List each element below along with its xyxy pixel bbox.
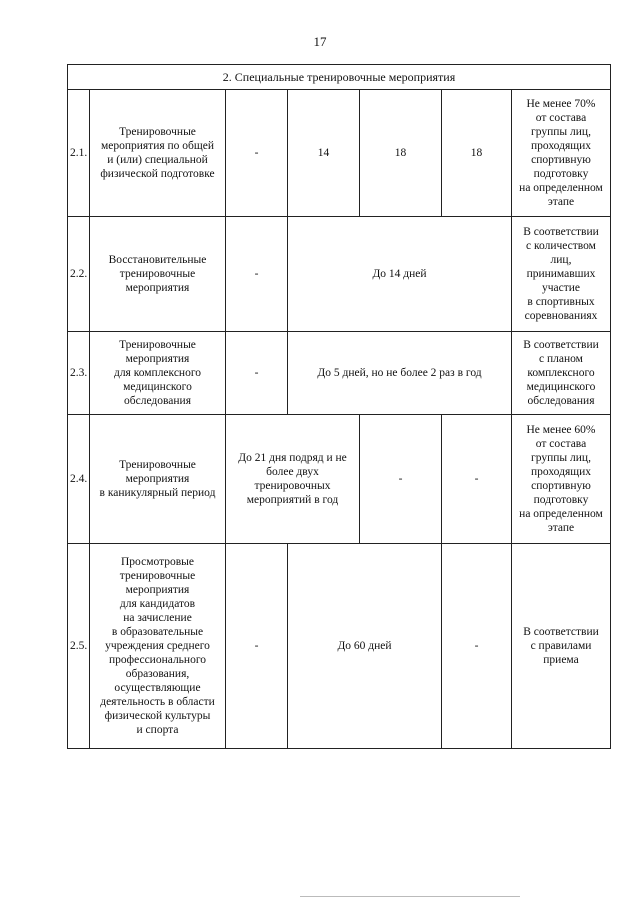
event-note: В соответствии с правилами приема [512,544,611,749]
table-row [68,544,611,749]
event-name: Тренировочные мероприятия для комплексного медицинского обследования [90,332,226,415]
event-note: Не менее 70% от состава группы лиц, проходящих спортивную подготовку на определенном этапе [512,90,611,217]
event-note: В соответствии с планом комплексного медицинского обследования [512,332,611,415]
event-name: Восстановительные тренировочные мероприятия [90,217,226,332]
row-number: 2.4. [68,415,90,544]
cell-value: 14 [288,90,360,217]
cell-value: - [226,217,288,332]
merged-duration: До 21 дня подряд и не более двух тренировочных мероприятий в год [226,415,360,544]
cell-value: 18 [442,90,512,217]
event-note: В соответствии с количеством лиц, принимавших участие в спортивных соревнованиях [512,217,611,332]
section-header: 2. Специальные тренировочные мероприятия [68,65,611,90]
cell-value: - [360,415,442,544]
table-row [68,415,611,544]
bottom-divider [300,896,520,897]
cell-value: 18 [360,90,442,217]
cell-value: - [226,544,288,749]
table-row [68,217,611,332]
event-name: Просмотровые тренировочные мероприятия для кандидатов на зачисление в образовательные учреждения среднего профессионального образования, осуществляющие деятельность в области физической культуры и спорта [90,544,226,749]
row-number: 2.1. [68,90,90,217]
cell-value: - [226,332,288,415]
event-name: Тренировочные мероприятия в каникулярный период [90,415,226,544]
training-events-table [67,64,611,749]
cell-value: - [442,544,512,749]
merged-duration: До 60 дней [288,544,442,749]
row-number: 2.2. [68,217,90,332]
event-name: Тренировочные мероприятия по общей и (или) специальной физической подготовке [90,90,226,217]
table-row [68,332,611,415]
cell-value: - [442,415,512,544]
row-number: 2.5. [68,544,90,749]
merged-duration: До 14 дней [288,217,512,332]
page-number: 17 [313,34,327,49]
merged-duration: До 5 дней, но не более 2 раз в год [288,332,512,415]
row-number: 2.3. [68,332,90,415]
cell-value: - [226,90,288,217]
event-note: Не менее 60% от состава группы лиц, проходящих спортивную подготовку на определенном этапе [512,415,611,544]
table-row [68,90,611,217]
